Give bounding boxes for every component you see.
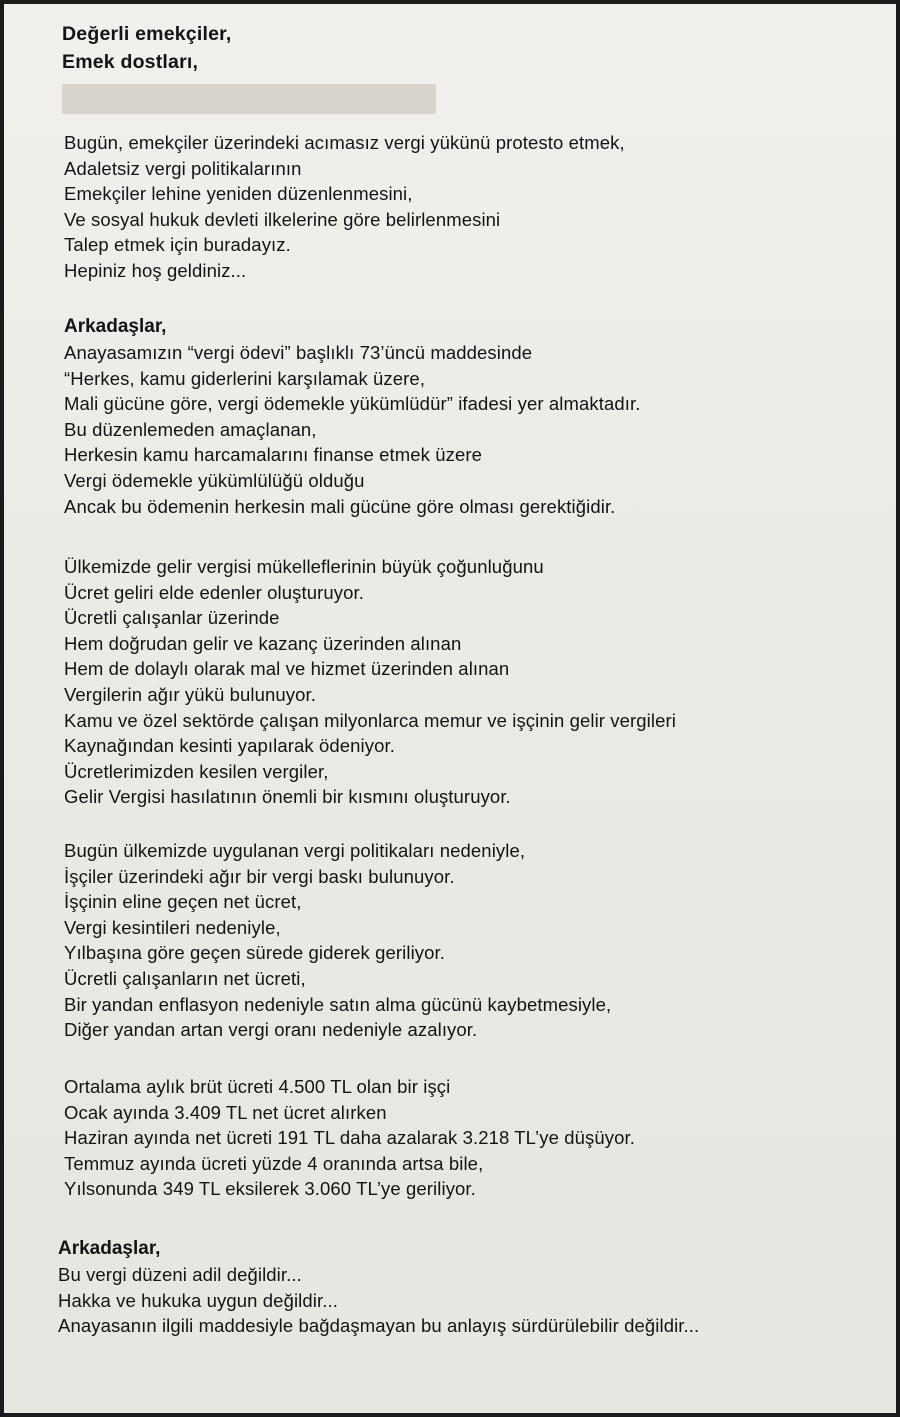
paragraph (64, 554, 676, 810)
text-line: İşçiler üzerindeki ağır bir vergi baskı bulunuyor. (64, 865, 455, 887)
text-line: Anayasanın ilgili maddesiyle bağdaşmayan bu anlayış sürdürülebilir değildir... (58, 1315, 700, 1337)
text-line: Ücret geliri elde edenler oluşturuyor. (64, 581, 364, 603)
text-line: Temmuz ayında ücreti yüzde 4 oranında artsa bile, (64, 1152, 484, 1174)
text-line: “Herkes, kamu giderlerini karşılamak üzere, (64, 367, 426, 389)
text-line: Yılsonunda 349 TL eksilerek 3.060 TL’ye geriliyor. (64, 1178, 476, 1200)
text-line: Kamu ve özel sektörde çalışan milyonlarca memur ve işçinin gelir vergileri (64, 709, 676, 731)
text-line: Diğer yandan artan vergi oranı nedeniyle azalıyor. (64, 1019, 478, 1041)
text-line: Hem doğrudan gelir ve kazanç üzerinden alınan (64, 632, 462, 654)
paragraph (64, 1074, 635, 1202)
salutation-line: Emek dostları, (62, 51, 199, 73)
text-line: Bugün, emekçiler üzerindeki acımasız vergi yükünü protesto etmek, (64, 132, 625, 153)
text-line: Vergi kesintileri nedeniyle, (64, 916, 281, 938)
text-line: Mali gücüne göre, vergi ödemekle yükümlüdür” ifadesi yer almaktadır. (64, 393, 641, 415)
text-line: Ocak ayında 3.409 TL net ücret alırken (64, 1101, 387, 1123)
paragraph (64, 838, 611, 1043)
text-line: Ücretlerimizden kesilen vergiler, (64, 760, 329, 782)
text-line: Vergilerin ağır yükü bulunuyor. (64, 683, 316, 705)
text-line: Emekçiler lehine yeniden düzenlenmesini, (64, 183, 413, 205)
text-line: Kaynağından kesinti yapılarak ödeniyor. (64, 735, 395, 757)
text-line: Gelir Vergisi hasılatının önemli bir kısmını oluşturuyor. (64, 786, 511, 808)
text-line: Herkesin kamu harcamalarını finanse etmek üzere (64, 444, 483, 466)
text-line: Bu vergi düzeni adil değildir... (58, 1264, 302, 1285)
text-line: Anayasamızın “vergi ödevi” başlıklı 73’üncü maddesinde (64, 342, 533, 363)
text-line: Hakka ve hukuka uygun değildir... (58, 1289, 338, 1311)
text-line: Ancak bu ödemenin herkesin mali gücüne göre olması gerektiğidir. (64, 495, 616, 517)
text-line: Hem de dolaylı olarak mal ve hizmet üzerinden alınan (64, 658, 510, 680)
text-line: Bugün ülkemizde uygulanan vergi politikaları nedeniyle, (64, 840, 526, 861)
text-line: Adaletsiz vergi politikalarının (64, 157, 302, 179)
text-line: Ücretli çalışanların net ücreti, (64, 967, 306, 989)
section-heading: Arkadaşlar, (64, 316, 167, 337)
salutation (62, 20, 231, 76)
redacted-line (62, 84, 436, 114)
text-line: Hepiniz hoş geldiniz... (64, 259, 247, 281)
text-line: Vergi ödemekle yükümlülüğü olduğu (64, 469, 365, 491)
text-line: Ve sosyal hukuk devleti ilkelerine göre belirlenmesini (64, 208, 501, 230)
text-line: Haziran ayında net ücreti 191 TL daha azalarak 3.218 TL’ye düşüyor. (64, 1127, 635, 1149)
text-line: Bir yandan enflasyon nedeniyle satın alma gücünü kaybetmesiyle, (64, 993, 612, 1015)
paragraph (64, 314, 640, 519)
text-line: Talep etmek için buradayız. (64, 234, 291, 256)
text-line: Ortalama aylık brüt ücreti 4.500 TL olan bir işçi (64, 1076, 451, 1097)
salutation-line: Değerli emekçiler, (62, 23, 232, 45)
text-line: Bu düzenlemeden amaçlanan, (64, 418, 317, 440)
text-line: Yılbaşına göre geçen sürede giderek geriliyor. (64, 942, 445, 964)
paragraph (64, 130, 625, 284)
text-line: Ülkemizde gelir vergisi mükelleflerinin büyük çoğunluğunu (64, 556, 544, 577)
paragraph (58, 1236, 699, 1339)
text-line: Ücretli çalışanlar üzerinde (64, 607, 280, 629)
section-heading: Arkadaşlar, (58, 1238, 161, 1259)
text-line: İşçinin eline geçen net ücret, (64, 891, 302, 913)
